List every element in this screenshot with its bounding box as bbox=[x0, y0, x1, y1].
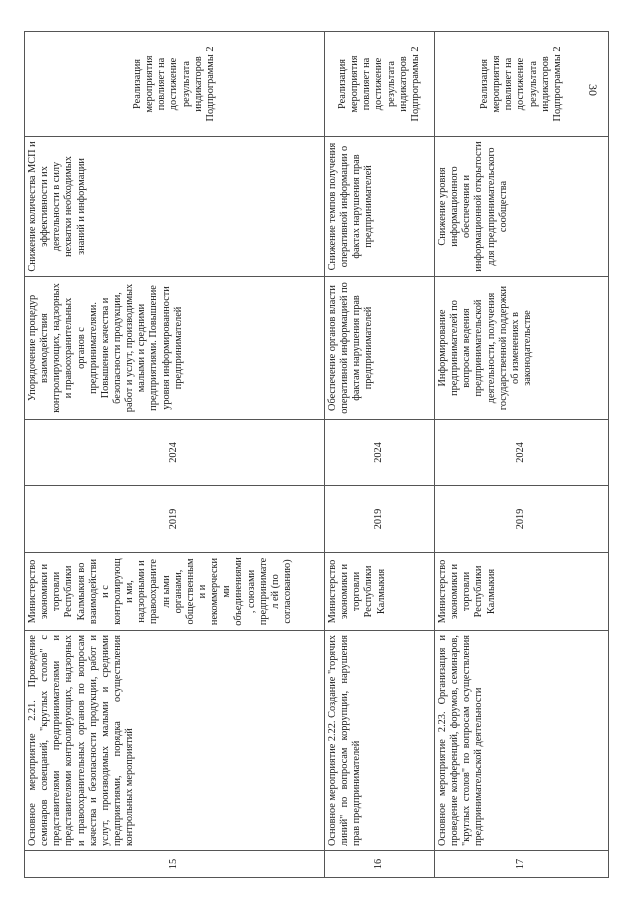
measure-cell: Основное мероприятие 2.22. Создание "горячих линий" по вопросам коррупции, нарушения прав предпринимателей bbox=[325, 631, 435, 851]
table-row bbox=[325, 32, 435, 878]
rotated-table-page bbox=[24, 32, 608, 878]
consequence-cell: Снижение уровня информационного обеспечения и информационной открытости для предпринимательского сообщества bbox=[435, 137, 609, 277]
start-year-cell: 2019 bbox=[435, 486, 609, 553]
link-cell: Реализация мероприятия повлияет на достижение результата индикаторов Подпрограммы 2 bbox=[25, 32, 325, 137]
table-row bbox=[435, 32, 609, 878]
end-year-cell: 2024 bbox=[325, 420, 435, 486]
executor-cell: Министерство экономики и торговли Республики Калмыкия bbox=[435, 553, 609, 631]
consequence-cell: Снижение темпов получения оперативной информации о фактах нарушения прав предпринимателей bbox=[325, 137, 435, 277]
executor-cell: Министерство экономики и торговли Республики Калмыкия во взаимодействии с контролирующи ми, надзорными и правоохранителн ыми органами, общественными и некоммерчески ми объединениями, союзами предпринимател ей (по согласованию) bbox=[25, 553, 325, 631]
start-year-cell: 2019 bbox=[325, 486, 435, 553]
link-cell: Реализация мероприятия повлияет на достижение результата индикаторов Подпрограммы 2 bbox=[435, 32, 609, 137]
row-number: 16 bbox=[325, 851, 435, 878]
executor-cell: Министерство экономики и торговли Республики Калмыкия bbox=[325, 553, 435, 631]
result-cell: Информирование предпринимателей по вопросам ведения предпринимательской деятельности, получения государственной поддержки об изменениях в законодательстве bbox=[435, 277, 609, 420]
end-year-cell: 2024 bbox=[435, 420, 609, 486]
end-year-cell: 2024 bbox=[25, 420, 325, 486]
consequence-cell: Снижение количества МСП и эффективности их деятельности в силу нехватки необходимых знаний и информации bbox=[25, 137, 325, 277]
result-cell: Обеспечение органов власти оперативной информацией по фактам нарушения прав предпринимателей bbox=[325, 277, 435, 420]
measure-cell: Основное мероприятие 2.23. Организация и проведение конференций, форумов, семинаров, "круглых столов" по вопросам осуществления предпринимательской деятельности bbox=[435, 631, 609, 851]
row-number: 15 bbox=[25, 851, 325, 878]
page-number: 30 bbox=[586, 84, 600, 96]
result-cell: Упорядочение процедур взаимодействия контролирующих, надзорных и правоохранительных органов с предпринимателями. Повышение качества и безопасности продукции, работ и услут, производимых малыми и средними предприятиями. Повышение уровня информированности предпринимателей bbox=[25, 277, 325, 420]
measures-table bbox=[24, 31, 609, 878]
row-number: 17 bbox=[435, 851, 609, 878]
start-year-cell: 2019 bbox=[25, 486, 325, 553]
link-cell: Реализация мероприятия повлияет на достижение результата индикаторов Подпрограммы 2 bbox=[325, 32, 435, 137]
measure-cell: Основное мероприятие 2.21. Проведение семинаров совещаний, "круглых столов" с представителями предпринимателями и представителями контролирующих, надзорных и правоохранительных органов по вопросам качества и безопасности продукции, работ и услут, производимых малыми и средними предприятиями, порядка осуществления контрольных мероприятий bbox=[25, 631, 325, 851]
table-row bbox=[25, 32, 325, 878]
